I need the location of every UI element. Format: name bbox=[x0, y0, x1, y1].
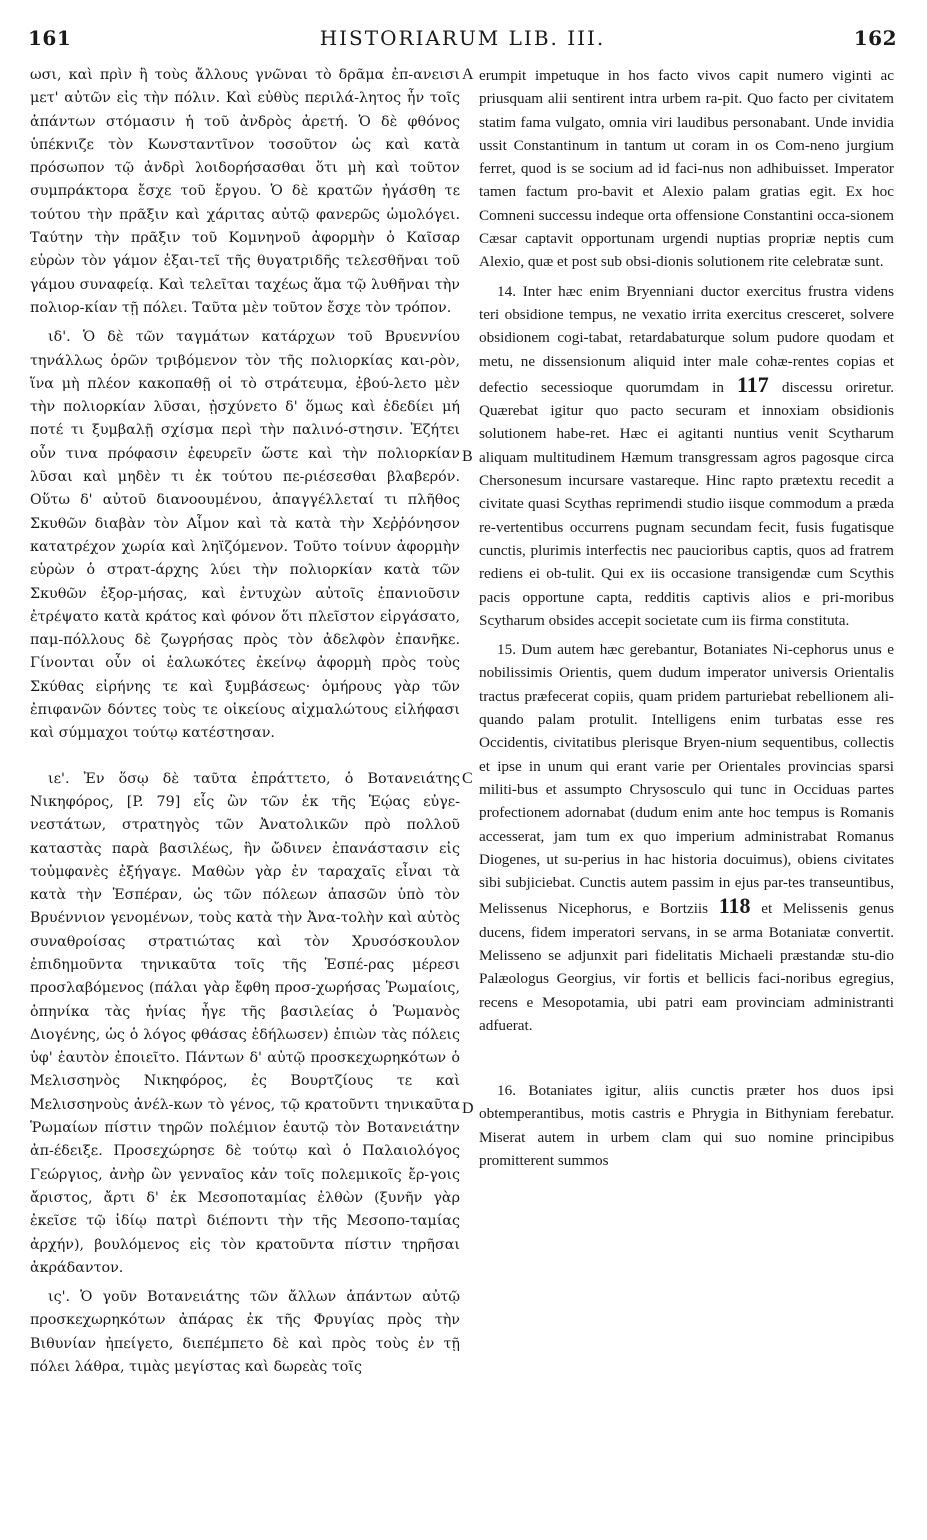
greek-paragraph: ωσι, καὶ πρὶν ἢ τοὺς ἄλλους γνῶναι τὸ δρᾶμα ἐπ-ανεισι μετ' αὐτῶν εἰς τὴν πόλιν. Καὶ εὐθὺς περιλά-λητος ἦν τοῖς ἁπάντων στόμασιν ἡ τοῦ ἀνδρὸς ἀρετή. Ὁ δὲ φθόνος ὑπέκνιζε τὸν Κωνσταντῖνον τοσοῦτον ὡς καὶ κατὰ πρόσωπον τῷ ἀνδρὶ λοιδορήσασθαι ὅτι μὴ καὶ τοῦτον συμπράκτορα ἔσχε τοῦ ἔργου. Ὁ δὲ κρατῶν ἠγάσθη τε τούτου τὴν πρᾶξιν καὶ χάριτας αὐτῷ φανερῶς ὡμολόγει. Ταύτην τὴν πρᾶξιν τοῦ Κομνηνοῦ ἀφορμὴν ὁ Καῖσαρ εὑρὼν τὸν γάμον ἐξαι-τεῖ τῆς θυγατριδῆς τελεσθῆναι τοῦ γάμου συναφείᾳ. Καὶ τελεῖται ταχέως ἅμα τῷ λυθῆναι τὴν πολιορ-κίαν τῇ πόλει. Ταῦτα μὲν τοῦτον ἔσχε τὸν τρόπον. bbox=[30, 67, 460, 316]
greek-column bbox=[30, 64, 460, 1385]
running-title: HISTORIARUM LIB. III. bbox=[319, 26, 606, 50]
greek-paragraph: ιε'. Ἐν ὅσῳ δὲ ταῦτα ἐπράττετο, ὁ Βοτανειάτης Νικηφόρος, [P. 79] εἷς ὢν τῶν ἐκ τῆς Ἑῴας εὐγε-νεστάτων, στρατηγὸς τῶν Ἀνατολικῶν πρὸ πολλοῦ καταστὰς παρὰ βασιλέως, ἣν ὤδινεν ἐπανάστασιν εἰς τοὐμφανὲς ἐξήγαγε. Μαθὼν γὰρ ἐν ταραχαῖς εἶναι τὰ κατὰ τὴν Ἑσπέραν, ὡς τῶν πόλεων ἁπασῶν ὑπὸ τὸν Βρυέννιον γενομένων, τοὺς κατὰ τὴν Ἀνα-τολὴν καὶ αὐτὸς συναθροίσας στρατιώτας καὶ τὸν Χρυσόσκουλον ἐπιδημοῦντα τηνικαῦτα τοῖς τῆς Ἑσπέ-ρας μέρεσι προσλαβόμενος (πάλαι γὰρ ἔφθη προσ-χωρήσας Ῥωμαίοις, ὁπηνίκα τὰς ἡνίας ἦγε τῆς βασιλείας ὁ Ῥωμανὸς Διογένης, ὡς ὁ λόγος φθάσας ἐδήλωσεν) ἐπιὼν τὰς πόλεις ὑφ' ἑαυτὸν ἐποιεῖτο. Πάντων δ' αὐτῷ προσκεχωρηκότων ὁ Μελισσηνὸς Νικηφόρος, ἐς Βουρτζίους τε καὶ Μελισσηνοὺς ἀνέλ-κων τὸ γένος, τῷ κρατοῦντι τηνικαῦτα Ῥωμαίων πίστιν τηρῶν πολέμιον ἑαυτῷ τὸν Βοτανειάτην ἀπ-έδειξε. Προσεχώρησε δὲ τούτῳ καὶ ὁ Παλαιολόγος Γεώργιος, ἀνὴρ ὢν γενναῖος κἀν τοῖς πολεμικοῖς ἔρ-γοις ἄριστος, ἄρτι δ' ἐκ Μεσοποταμίας ἐλθὼν (ξυνῆν γὰρ ἐκεῖσε τῷ ἰδίῳ πατρὶ διέποντι τὴν τῆς Μεσοπο-ταμίας ἀρχήν), βουλόμενος εἰς τὸν κρατοῦντα πίστιν τηρῆσαι ἀκράδαντον. bbox=[30, 770, 460, 1276]
page-number-left: 161 bbox=[28, 26, 72, 50]
margin-marker-b: B bbox=[462, 448, 473, 465]
margin-marker-c: C bbox=[462, 770, 473, 787]
edition-page-number: 118 bbox=[718, 893, 751, 919]
latin-text: et Melissenis genus ducens, fidem imperatori servans, in se arma Botaniatæ convertit. Melisseno se adjunxit pari fidelitatis Michaeli præstandæ stu-dio Palæologus Georgius, vir fortis et bellicis faci-noribus egregius, recens e Mesopotamia, ubi patri eam provinciam administranti adfuerat. bbox=[479, 900, 895, 1034]
latin-text: 15. Dum autem hæc gerebantur, Botaniates Ni-cephorus unus e nobilissimis Orientis, quem dudum imperator universis Orientalis tractus præfecerat copiis, quam pridem parturiebat rebellionem ali-quando palam protulit. Intelligens enim turbatas esse res Occidentis, civitatibus plerisque Bryen-nium sequentibus, collectis et ipse in unum qui erant varie per Orientales provincias sparsi militi-bus et assumpto Chrysosculo qui tunc in Occiduas partes profectionem adornabat (dudum enim ante hoc tempus is Romanis accesserat, jam tum ex quo imperium administrabat Romanus Diogenes, ut su-perius in hac historia docuimus), obiens civitates sibi subjiciebat. Cunctis autem passim in ejus par-tes transeuntibus, Melissenus Nicephorus, e Bortziis bbox=[479, 641, 894, 918]
greek-paragraph: ις'. Ὁ γοῦν Βοτανειάτης τῶν ἄλλων ἁπάντων αὐτῷ προσκεχωρηκότων ἀπάρας ἐκ τῆς Φρυγίας πρὸς τὴν Βιθυνίαν ἠπείγετο, διεπέμπετο δὲ καὶ πρὸς τοὺς ἐν τῇ πόλει λάθρα, τιμὰς μεγίστας καὶ δωρεὰς τοῖς bbox=[30, 1289, 460, 1376]
latin-paragraph bbox=[479, 638, 894, 1037]
latin-paragraph bbox=[479, 280, 894, 632]
latin-paragraph: erumpit impetuque in hos facto vivos capit numero viginti ac priusquam alii sentirent intra urbem ra-pit. Quo facto per civitatem statim fama vulgato, omnia viri laudibus personabant. Unde invidia ussit Constantinum in tantum ut coram in os Com-neno jurgium ferret, quod is se socium ad id faci-nus non adhibuisset. Imperator tamen factum pro-bavit et Alexio palam gratias egit. Ex hoc Comneni successu indeque orta offensione Constantini occa-sionem Cæsar captavit opportunam urgendi nuptias propriæ neptis cum Alexio, quæ et post sub obsi-dionis solutionem rite celebratæ sunt. bbox=[479, 67, 894, 271]
edition-page-number: 117 bbox=[737, 371, 769, 397]
page-number-right: 162 bbox=[853, 26, 897, 50]
margin-marker-d: D bbox=[462, 1100, 474, 1117]
greek-paragraph: ιδ'. Ὁ δὲ τῶν ταγμάτων κατάρχων τοῦ Βρυεννίου τηνάλλως ὁρῶν τριβόμενον τὸν τῆς πολιορκίας και-ρὸν, ἵνα μὴ πλέον κακοπαθῇ οἱ τὸ στράτευμα, ἐβού-λετο μὲν τὴν πολιορκίαν λῦσαι, ᾐσχύνετο δ' ὅμως καὶ ἐδεδίει μή ποτέ τι ξυμβαλῇ σχίσμα περὶ τὴν παλινό-στησιν. Ἐζήτει οὖν τινα πρόφασιν ἐφευρεῖν ὥστε καὶ τὴν πολιορκίαν λῦσαι καὶ μηδὲν τι ἐκ τούτου πε-ριέσεσθαι βλαβερόν. Οὕτω δ' αὐτοῦ διανοουμένου, ἀπαγγέλλεταί τι πλῆθος Σκυθῶν διαβὰν τὸν Αἷμον καὶ τὰ κατὰ τὴν Χεῤῥόνησον κατατρέχον χωρία καὶ ληϊζόμενον. Τοῦτο τοίνυν ἀφορμὴν εὑρὼν ὁ στρατ-άρχης λύει τὴν πολιορκίαν κατὰ τῶν Σκυθῶν ἐξορ-μήσας, καὶ ἐντυχὼν αὐτοῖς ἐπανιοῦσιν ἐτρέψατο κατὰ κράτος καὶ φόνον ὅτι πλεῖστον εἰργάσατο, παμ-πόλλους δὲ ζωγρήσας πρὸς τὸν ἀδελφὸν ἐπανῆκε. Γίνονται οὖν οἱ ἑαλωκότες ἐκείνῳ ἀφορμὴ πρὸς τοὺς Σκύθας εἰρήνης τε καὶ ξυμβάσεως· ὁμήρους γὰρ τῶν ἐπιφανῶν δόντες τοὺς τε οἰκείους αἰχμαλώτους εἰλήφασι καὶ σύμμαχοι τούτῳ κατέστησαν. bbox=[30, 329, 460, 742]
latin-column bbox=[479, 64, 894, 1178]
latin-text: 14. Inter hæc enim Bryenniani ductor exercitus frustra videns teri obsidione tempus, ne vexatio irrita exercitus cresceret, solvere obsidionem cogi-tabat, retardabaturque solum pudore quodam et metu, ne dissensionum aliquid inter male cohæ-rentes copias et defectio secessioque quorumdam in bbox=[479, 282, 894, 396]
latin-text: discessu oriretur. Quærebat igitur quo pacto securam et innoxiam obsidionis solutionem habe-ret. Hæc ei agitanti nuntius venit Scytharum aliquam multitudinem Hæmum transgressam agros pagosque circa Chersonesum incursare vastareque. Hinc rapto prætextu recedit a civitate quasi Scythas reprimendi studio iisque commodum a præda re-vertentibus occurrens pugnam secundam fecit, fusis fugatisque cunctis, plurimis interfectis nec paucioribus captis, quos ad fratrem rediens ei ob-tulit. Qui ex iis occasione transigendæ cum Scythis pacis opportune capta, redditis captivis alios e pri-moribus Scytharum obsides accepit societate cum iis firma constituta. bbox=[479, 378, 895, 629]
latin-paragraph: 16. Botaniates igitur, aliis cunctis præter hos duos ipsi obtemperantibus, motis castris e Phrygia in Bithyniam ferebatur. Miserat autem in urbem clam qui suo nomine principibus promitterent summos bbox=[479, 1082, 894, 1170]
margin-marker-a: A bbox=[462, 66, 474, 83]
page-header bbox=[28, 26, 897, 60]
